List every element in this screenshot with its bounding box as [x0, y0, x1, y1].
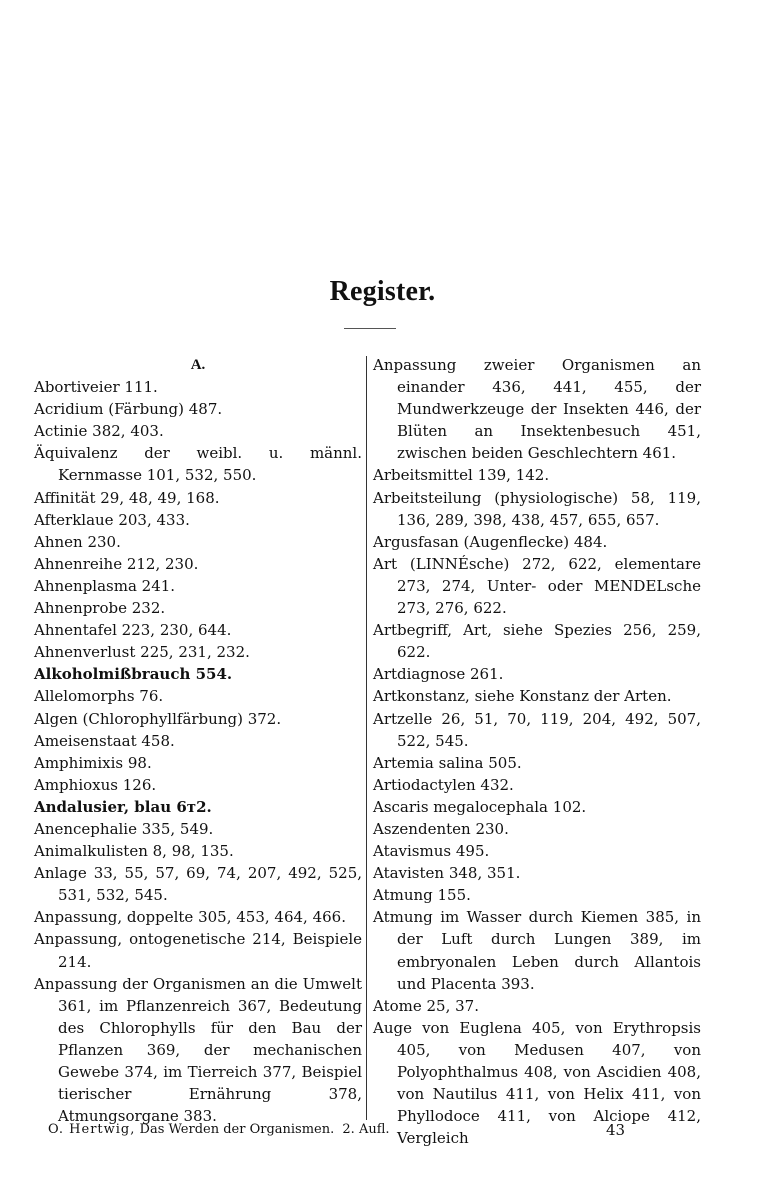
index-entry: Ahnenreihe 212, 230. [34, 554, 199, 573]
index-list-left [34, 376, 362, 1127]
page-footer [48, 1121, 698, 1139]
index-entry: Argusfasan (Augenflecke) 484. [373, 532, 608, 551]
index-entry: Artzelle 26, 51, 70, 119, 204, 492, 507, 522, 545. [373, 709, 701, 750]
index-entry: Ahnen 230. [34, 532, 121, 551]
section-letter: A. [190, 357, 206, 373]
index-list-right [373, 354, 701, 1149]
index-entry: Amphioxus 126. [34, 775, 157, 794]
index-entry: Artdiagnose 261. [373, 665, 504, 684]
index-column-left [34, 354, 362, 1127]
index-entry: Actinie 382, 403. [34, 422, 164, 441]
index-column-right [373, 354, 701, 1149]
index-entry: Arbeitsteilung (physiologische) 58, 119, 136, 289, 398, 438, 457, 655, 657. [373, 488, 701, 529]
index-entry: Animalkulisten 8, 98, 135. [34, 842, 234, 861]
index-entry: Artiodactylen 432. [373, 775, 514, 794]
index-entry: Art (LINNÉsche) 272, 622, elementare 273, 274, Unter- oder MENDELsche 273, 276, 622. [373, 554, 701, 618]
index-entry: Anpassung, ontogenetische 214, Beispiele 214. [34, 930, 362, 971]
index-entry: Ahnenprobe 232. [34, 599, 166, 618]
index-entry: Anlage 33, 55, 57, 69, 74, 207, 492, 525, 531, 532, 545. [34, 864, 362, 905]
index-entry: Anpassung, doppelte 305, 453, 464, 466. [34, 908, 346, 927]
footer-author: O. Hertwig, [48, 1122, 136, 1137]
index-entry: Atavismus 495. [373, 842, 490, 861]
index-entry: Amphimixis 98. [34, 753, 152, 772]
index-entry: Ahnenverlust 225, 231, 232. [34, 643, 250, 662]
index-entry: Auge von Euglena 405, von Erythropsis 405, von Medusen 407, von Polyophthalmus 408, von Ascidien 408, von Nautilus 411, von Helix 411, von Phyllodoce 411, von Alciope 412, Vergleich [373, 1018, 701, 1148]
index-entry: Äquivalenz der weibl. u. männl. Kernmasse 101, 532, 550. [34, 444, 362, 485]
title-rule [344, 328, 396, 329]
index-entry: Atavisten 348, 351. [373, 864, 521, 883]
column-divider [366, 356, 367, 1120]
index-entry: Atome 25, 37. [373, 996, 479, 1015]
index-entry: Anpassung der Organismen an die Umwelt 361, im Pflanzenreich 367, Bedeutung des Chlorophylls für den Bau der Pflanzen 369, der mechanischen Gewebe 374, im Tierreich 377, Beispiel tierischer Ernährung 378, Atmungsorgane 383. [34, 974, 362, 1126]
index-entry: Artbegriff, Art, siehe Spezies 256, 259, 622. [373, 621, 701, 662]
index-entry: Aszendenten 230. [373, 819, 509, 838]
index-entry: Anencephalie 335, 549. [34, 819, 214, 838]
index-entry: Arbeitsmittel 139, 142. [373, 466, 550, 485]
index-entry: Alkoholmißbrauch 554. [34, 665, 233, 684]
index-entry: Andalusier, blau 6т2. [34, 797, 212, 816]
index-entry: Ahnentafel 223, 230, 644. [34, 621, 232, 640]
index-entry: Afterklaue 203, 433. [34, 510, 190, 529]
footer-edition: 2. Aufl. [342, 1122, 390, 1137]
index-entry: Anpassung zweier Organismen an einander 436, 441, 455, der Mundwerkzeuge der Insekten 446, der Blüten an Insektenbesuch 451, zwischen beiden Geschlechtern 461. [373, 356, 701, 463]
index-entry: Allelomorphs 76. [34, 687, 164, 706]
index-entry: Ascaris megalocephala 102. [373, 797, 587, 816]
footer-book-title: Das Werden der Organismen. [139, 1122, 335, 1137]
index-entry: Abortiveier 111. [34, 378, 158, 397]
index-entry: Algen (Chlorophyllfärbung) 372. [34, 709, 282, 728]
page-title: Register. [329, 276, 436, 307]
index-entry: Atmung im Wasser durch Kiemen 385, in der Luft durch Lungen 389, im embryonalen Leben durch Allantois und Placenta 393. [373, 908, 701, 993]
index-entry: Affinität 29, 48, 49, 168. [34, 488, 220, 507]
index-entry: Artemia salina 505. [373, 753, 522, 772]
index-entry: Artkonstanz, siehe Konstanz der Arten. [373, 687, 672, 706]
index-entry: Acridium (Färbung) 487. [34, 400, 223, 419]
page-number: 43 [606, 1121, 626, 1139]
index-entry: Ameisenstaat 458. [34, 731, 175, 750]
index-entry: Atmung 155. [373, 886, 471, 905]
index-entry: Ahnenplasma 241. [34, 576, 176, 595]
